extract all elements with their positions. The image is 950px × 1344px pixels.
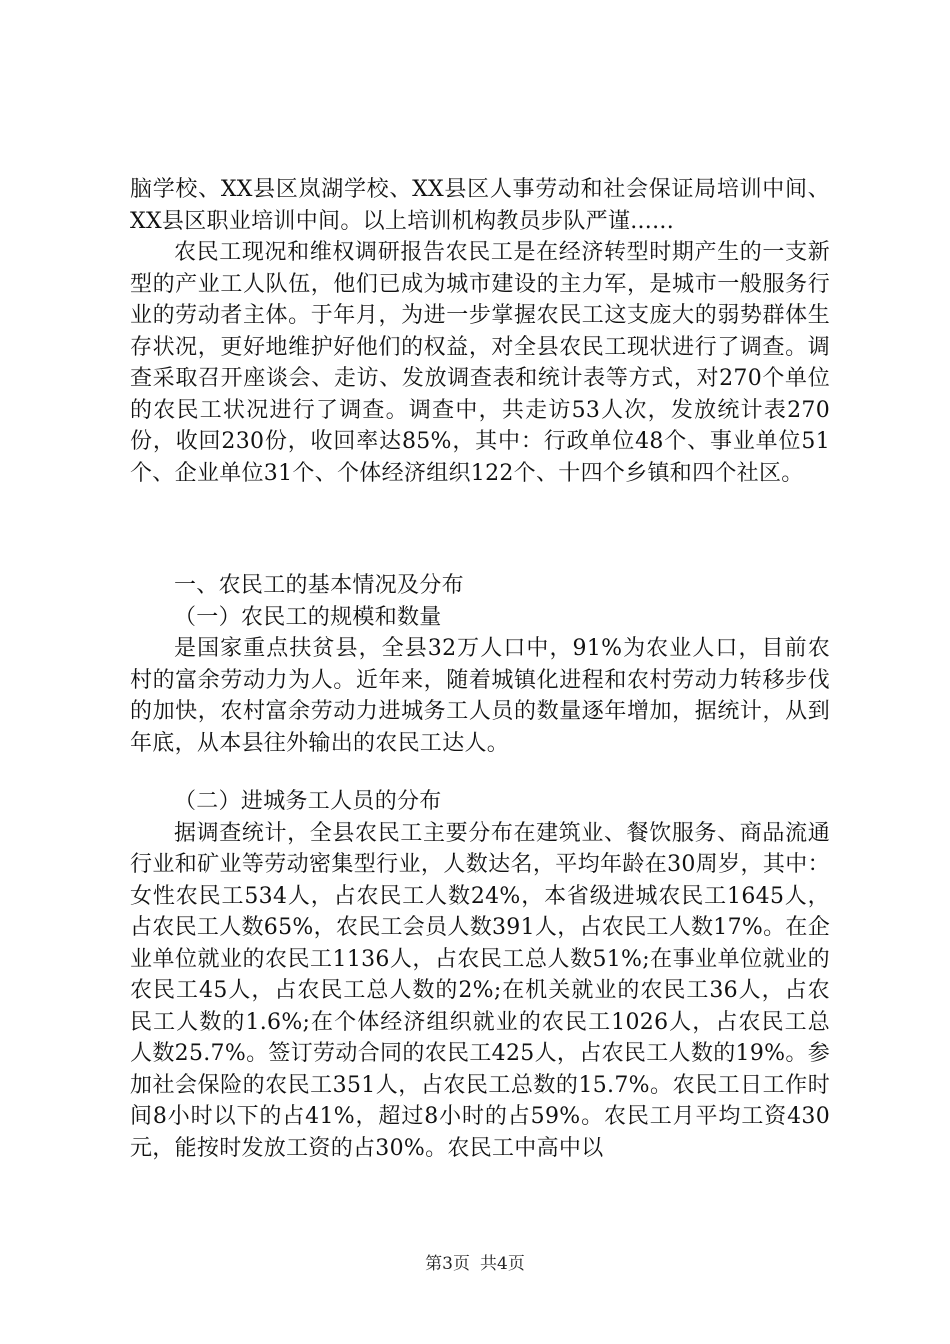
section1-heading: 一、农民工的基本情况及分布	[174, 573, 464, 598]
page-total: 共4页	[480, 1254, 525, 1274]
section-2	[130, 786, 830, 1164]
text-block-top	[130, 174, 830, 489]
subsection2-heading: （二）进城务工人员的分布	[174, 789, 442, 814]
subsection1-paragraph: 是国家重点扶贫县，全县32万人口中，91%为农业人口，目前农村的富余劳动力为人。近年来，随着城镇化进程和农村劳动力转移步伐的加快，农村富余劳动力进城务工人员的数量逐年增加，据统计，从到年底，从本县往外输出的农民工达人。	[130, 636, 830, 756]
page-number: 第3页	[425, 1254, 470, 1274]
subsection1-heading: （一）农民工的规模和数量	[174, 604, 442, 630]
intro-paragraph: 农民工现况和维权调研报告农民工是在经济转型时期产生的一支新型的产业工人队伍，他们已成为城市建设的主力军，是城市一般服务行业的劳动者主体。于年月，为进一步掌握农民工这支庞大的弱势群体生存状况，更好地维护好他们的权益，对全县农民工现状进行了调查。调查采取召开座谈会、走访、发放调查表和统计表等方式，对270个单位的农民工状况进行了调查。调查中，共走访53人次，发放统计表270份，收回230份，收回率达85%，其中：行政单位48个、事业单位51个、企业单位31个、个体经济组织122个、十四个乡镇和四个社区。	[130, 240, 830, 486]
section-1	[130, 570, 830, 759]
page-footer	[0, 1253, 950, 1275]
continuation-paragraph: 脑学校、XX县区岚湖学校、XX县区人事劳动和社会保证局培训中间、XX县区职业培训中间。以上培训机构教员步队严谨......	[130, 177, 830, 234]
subsection2-paragraph: 据调查统计，全县农民工主要分布在建筑业、餐饮服务、商品流通行业和矿业等劳动密集型行业，人数达名，平均年龄在30周岁，其中：女性农民工534人，占农民工人数24%，本省级进城农民工1645人，占农民工人数65%，农民工会员人数391人，占农民工人数17%。在企业单位就业的农民工1136人，占农民工总人数51%;在事业单位就业的农民工45人，占农民工总人数的2%;在机关就业的农民工36人，占农民工人数的1.6%;在个体经济组织就业的农民工1026人，占农民工总人数25.7%。签订劳动合同的农民工425人，占农民工人数的19%。参加社会保险的农民工351人，占农民工总数的15.7%。农民工日工作时间8小时以下的占41%，超过8小时的占59%。农民工月平均工资430元，能按时发放工资的占30%。农民工中高中以	[130, 820, 830, 1161]
